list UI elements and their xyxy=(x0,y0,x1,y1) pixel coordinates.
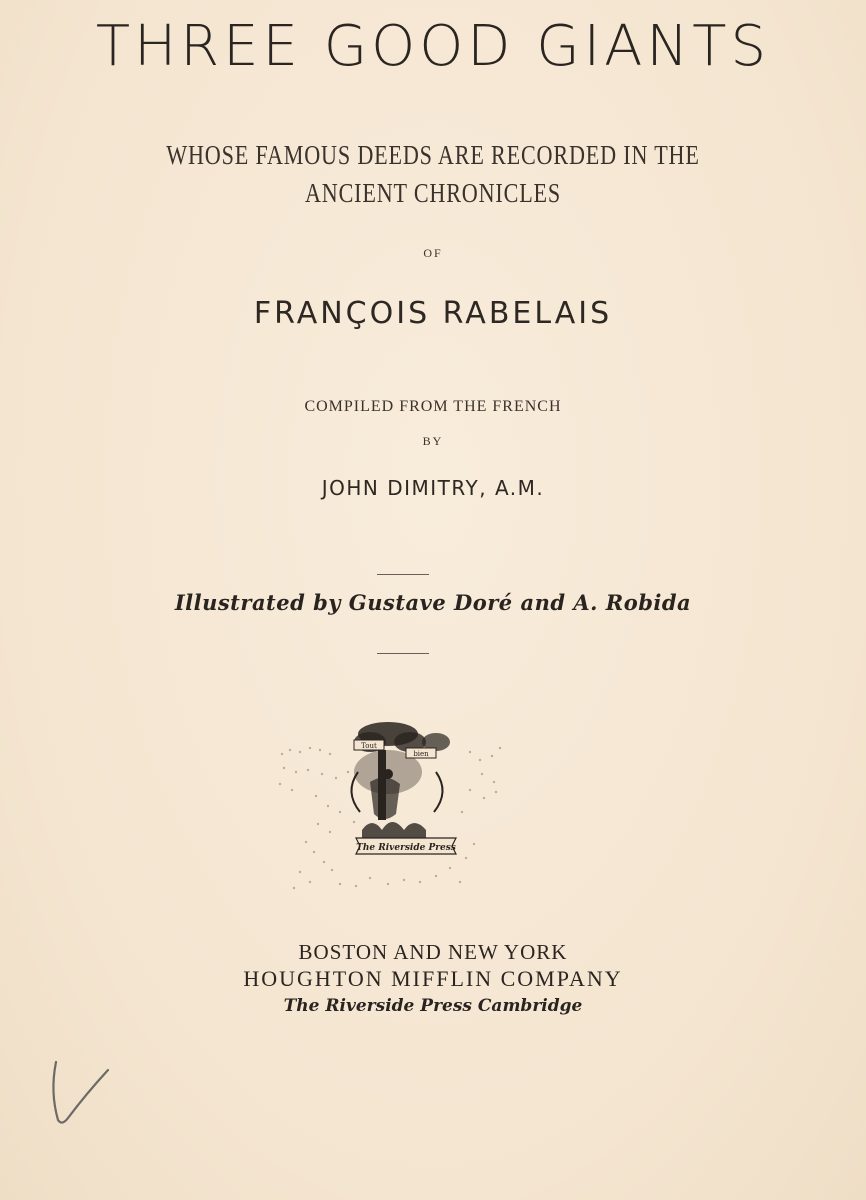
translator-name: JOHN DIMITRY, A.M. xyxy=(321,476,545,500)
pencil-check-mark-icon xyxy=(44,1050,114,1130)
illustrators-line: Illustrated by Gustave Doré and A. Robida xyxy=(174,590,692,615)
of-label: OF xyxy=(423,246,443,260)
emblem-banner: The Riverside Press xyxy=(356,843,456,853)
subtitle-line-1: WHOSE FAMOUS DEEDS ARE RECORDED IN THE xyxy=(166,140,700,170)
motto-left: Tout xyxy=(361,742,377,750)
book-title: THREE GOOD GIANTS xyxy=(95,14,771,79)
motto-right: bien xyxy=(413,750,429,758)
imprint-publisher: HOUGHTON MIFFLIN COMPANY xyxy=(243,966,623,991)
divider-top xyxy=(377,574,429,575)
divider-bottom xyxy=(377,653,429,654)
imprint-press: The Riverside Press Cambridge xyxy=(283,996,583,1016)
compiled-note: COMPILED FROM THE FRENCH xyxy=(304,398,562,415)
author-name: FRANÇOIS RABELAIS xyxy=(253,296,613,331)
subtitle-line-2: ANCIENT CHRONICLES xyxy=(304,178,562,208)
imprint-cities: BOSTON AND NEW YORK xyxy=(298,940,568,964)
by-label: BY xyxy=(422,434,444,448)
riverside-press-device-icon xyxy=(270,712,510,892)
